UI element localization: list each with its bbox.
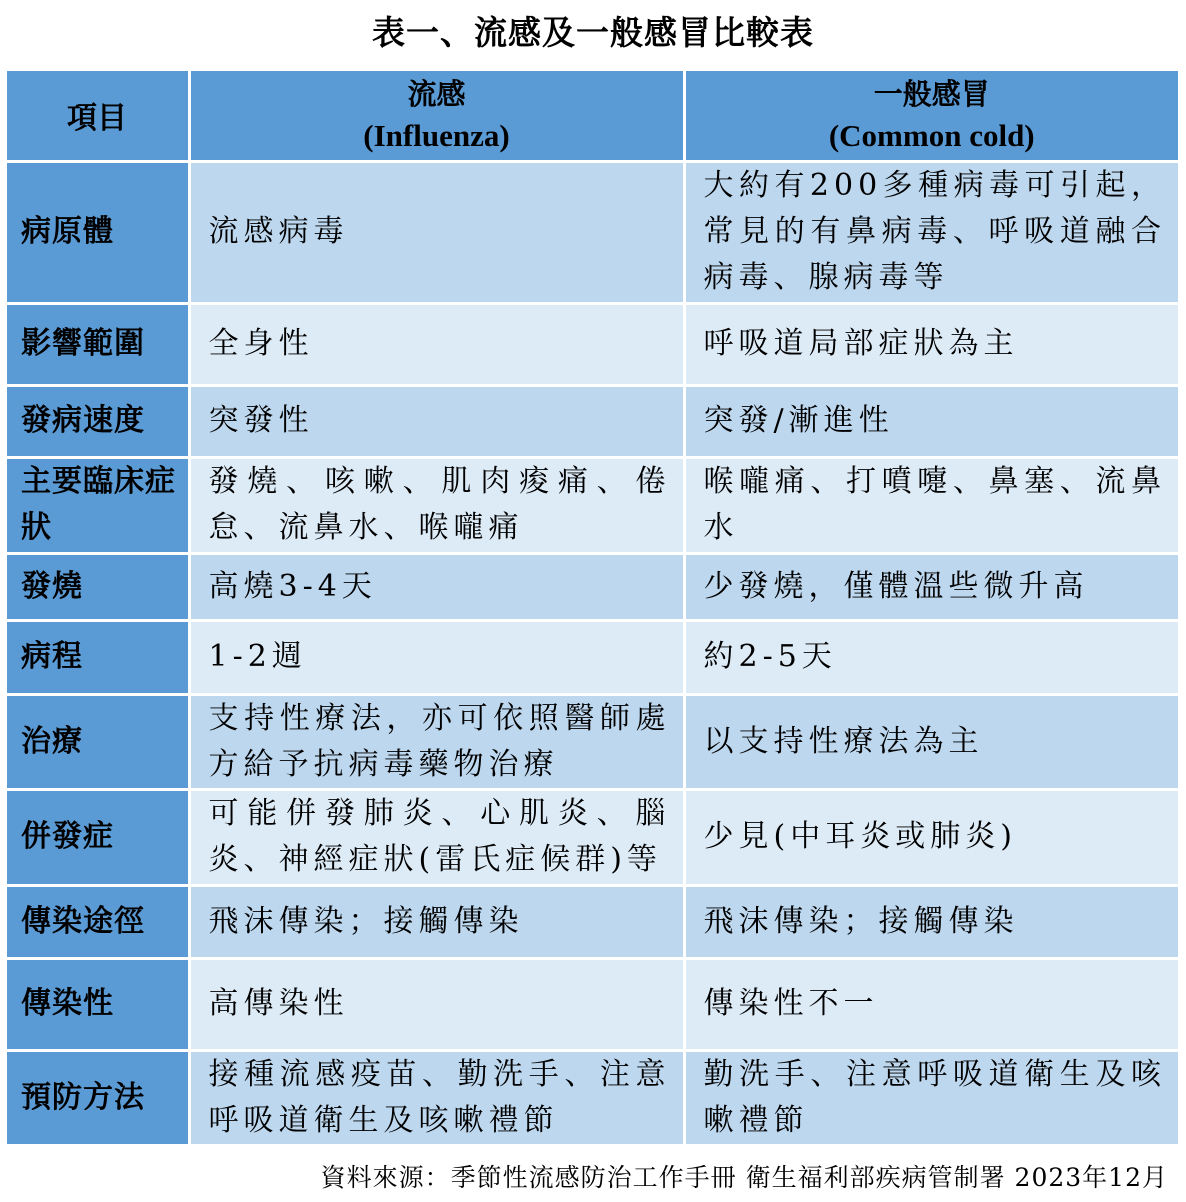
row-label: 病程 (7, 620, 189, 694)
table-row (7, 620, 1178, 694)
cold-cell: 飛沫傳染；接觸傳染 (684, 885, 1178, 958)
header-cold-en: (Common cold) (828, 118, 1035, 154)
cold-cell: 呼吸道局部症狀為主 (684, 303, 1178, 385)
comparison-table (7, 71, 1178, 1147)
table-row (7, 1050, 1178, 1145)
cold-cell: 大約有200多種病毒可引起，常見的有鼻病毒、呼吸道融合病毒、腺病毒等 (684, 161, 1178, 303)
header-row (7, 71, 1178, 161)
influenza-cell: 可能併發肺炎、心肌炎、腦炎、神經症狀(雷氏症候群)等 (189, 789, 684, 885)
cold-cell: 勤洗手、注意呼吸道衛生及咳嗽禮節 (684, 1050, 1178, 1145)
row-label: 主要臨床症狀 (7, 457, 189, 553)
influenza-cell: 1-2週 (189, 620, 684, 694)
influenza-cell: 支持性療法，亦可依照醫師處方給予抗病毒藥物治療 (189, 694, 684, 789)
header-cold-zh: 一般感冒 (873, 77, 990, 112)
header-influenza-zh: 流感 (407, 77, 466, 112)
table-row (7, 885, 1178, 958)
row-label: 預防方法 (7, 1050, 189, 1145)
influenza-cell: 高燒3-4天 (189, 553, 684, 620)
table-row (7, 161, 1178, 303)
table-row (7, 553, 1178, 620)
cold-cell: 以支持性療法為主 (684, 694, 1178, 789)
influenza-cell: 全身性 (189, 303, 684, 385)
row-label: 影響範圍 (7, 303, 189, 385)
header-influenza (189, 71, 684, 161)
row-label: 傳染性 (7, 958, 189, 1050)
table-row (7, 958, 1178, 1050)
influenza-cell: 飛沫傳染；接觸傳染 (189, 885, 684, 958)
row-label: 發病速度 (7, 385, 189, 457)
row-label: 發燒 (7, 553, 189, 620)
table-title: 表一、流感及一般感冒比較表 (372, 13, 814, 52)
influenza-cell: 發燒、咳嗽、肌肉痠痛、倦怠、流鼻水、喉嚨痛 (189, 457, 684, 553)
cold-cell: 傳染性不一 (684, 958, 1178, 1050)
row-label: 併發症 (7, 789, 189, 885)
source-note: 資料來源：季節性流感防治工作手冊 衛生福利部疾病管制署 2023年12月 (320, 1163, 1168, 1192)
header-influenza-en: (Influenza) (363, 118, 510, 154)
row-label: 治療 (7, 694, 189, 789)
table-row (7, 385, 1178, 457)
table-row (7, 694, 1178, 789)
row-label: 傳染途徑 (7, 885, 189, 958)
header-item: 項目 (7, 71, 189, 161)
influenza-cell: 流感病毒 (189, 161, 684, 303)
cold-cell: 突發/漸進性 (684, 385, 1178, 457)
cold-cell: 喉嚨痛、打噴嚏、鼻塞、流鼻水 (684, 457, 1178, 553)
header-cold (684, 71, 1178, 161)
cold-cell: 少見(中耳炎或肺炎) (684, 789, 1178, 885)
table-row (7, 789, 1178, 885)
cold-cell: 少發燒，僅體溫些微升高 (684, 553, 1178, 620)
influenza-cell: 突發性 (189, 385, 684, 457)
row-label: 病原體 (7, 161, 189, 303)
influenza-cell: 接種流感疫苗、勤洗手、注意呼吸道衛生及咳嗽禮節 (189, 1050, 684, 1145)
influenza-cell: 高傳染性 (189, 958, 684, 1050)
table-row (7, 303, 1178, 385)
table-row (7, 457, 1178, 553)
cold-cell: 約2-5天 (684, 620, 1178, 694)
